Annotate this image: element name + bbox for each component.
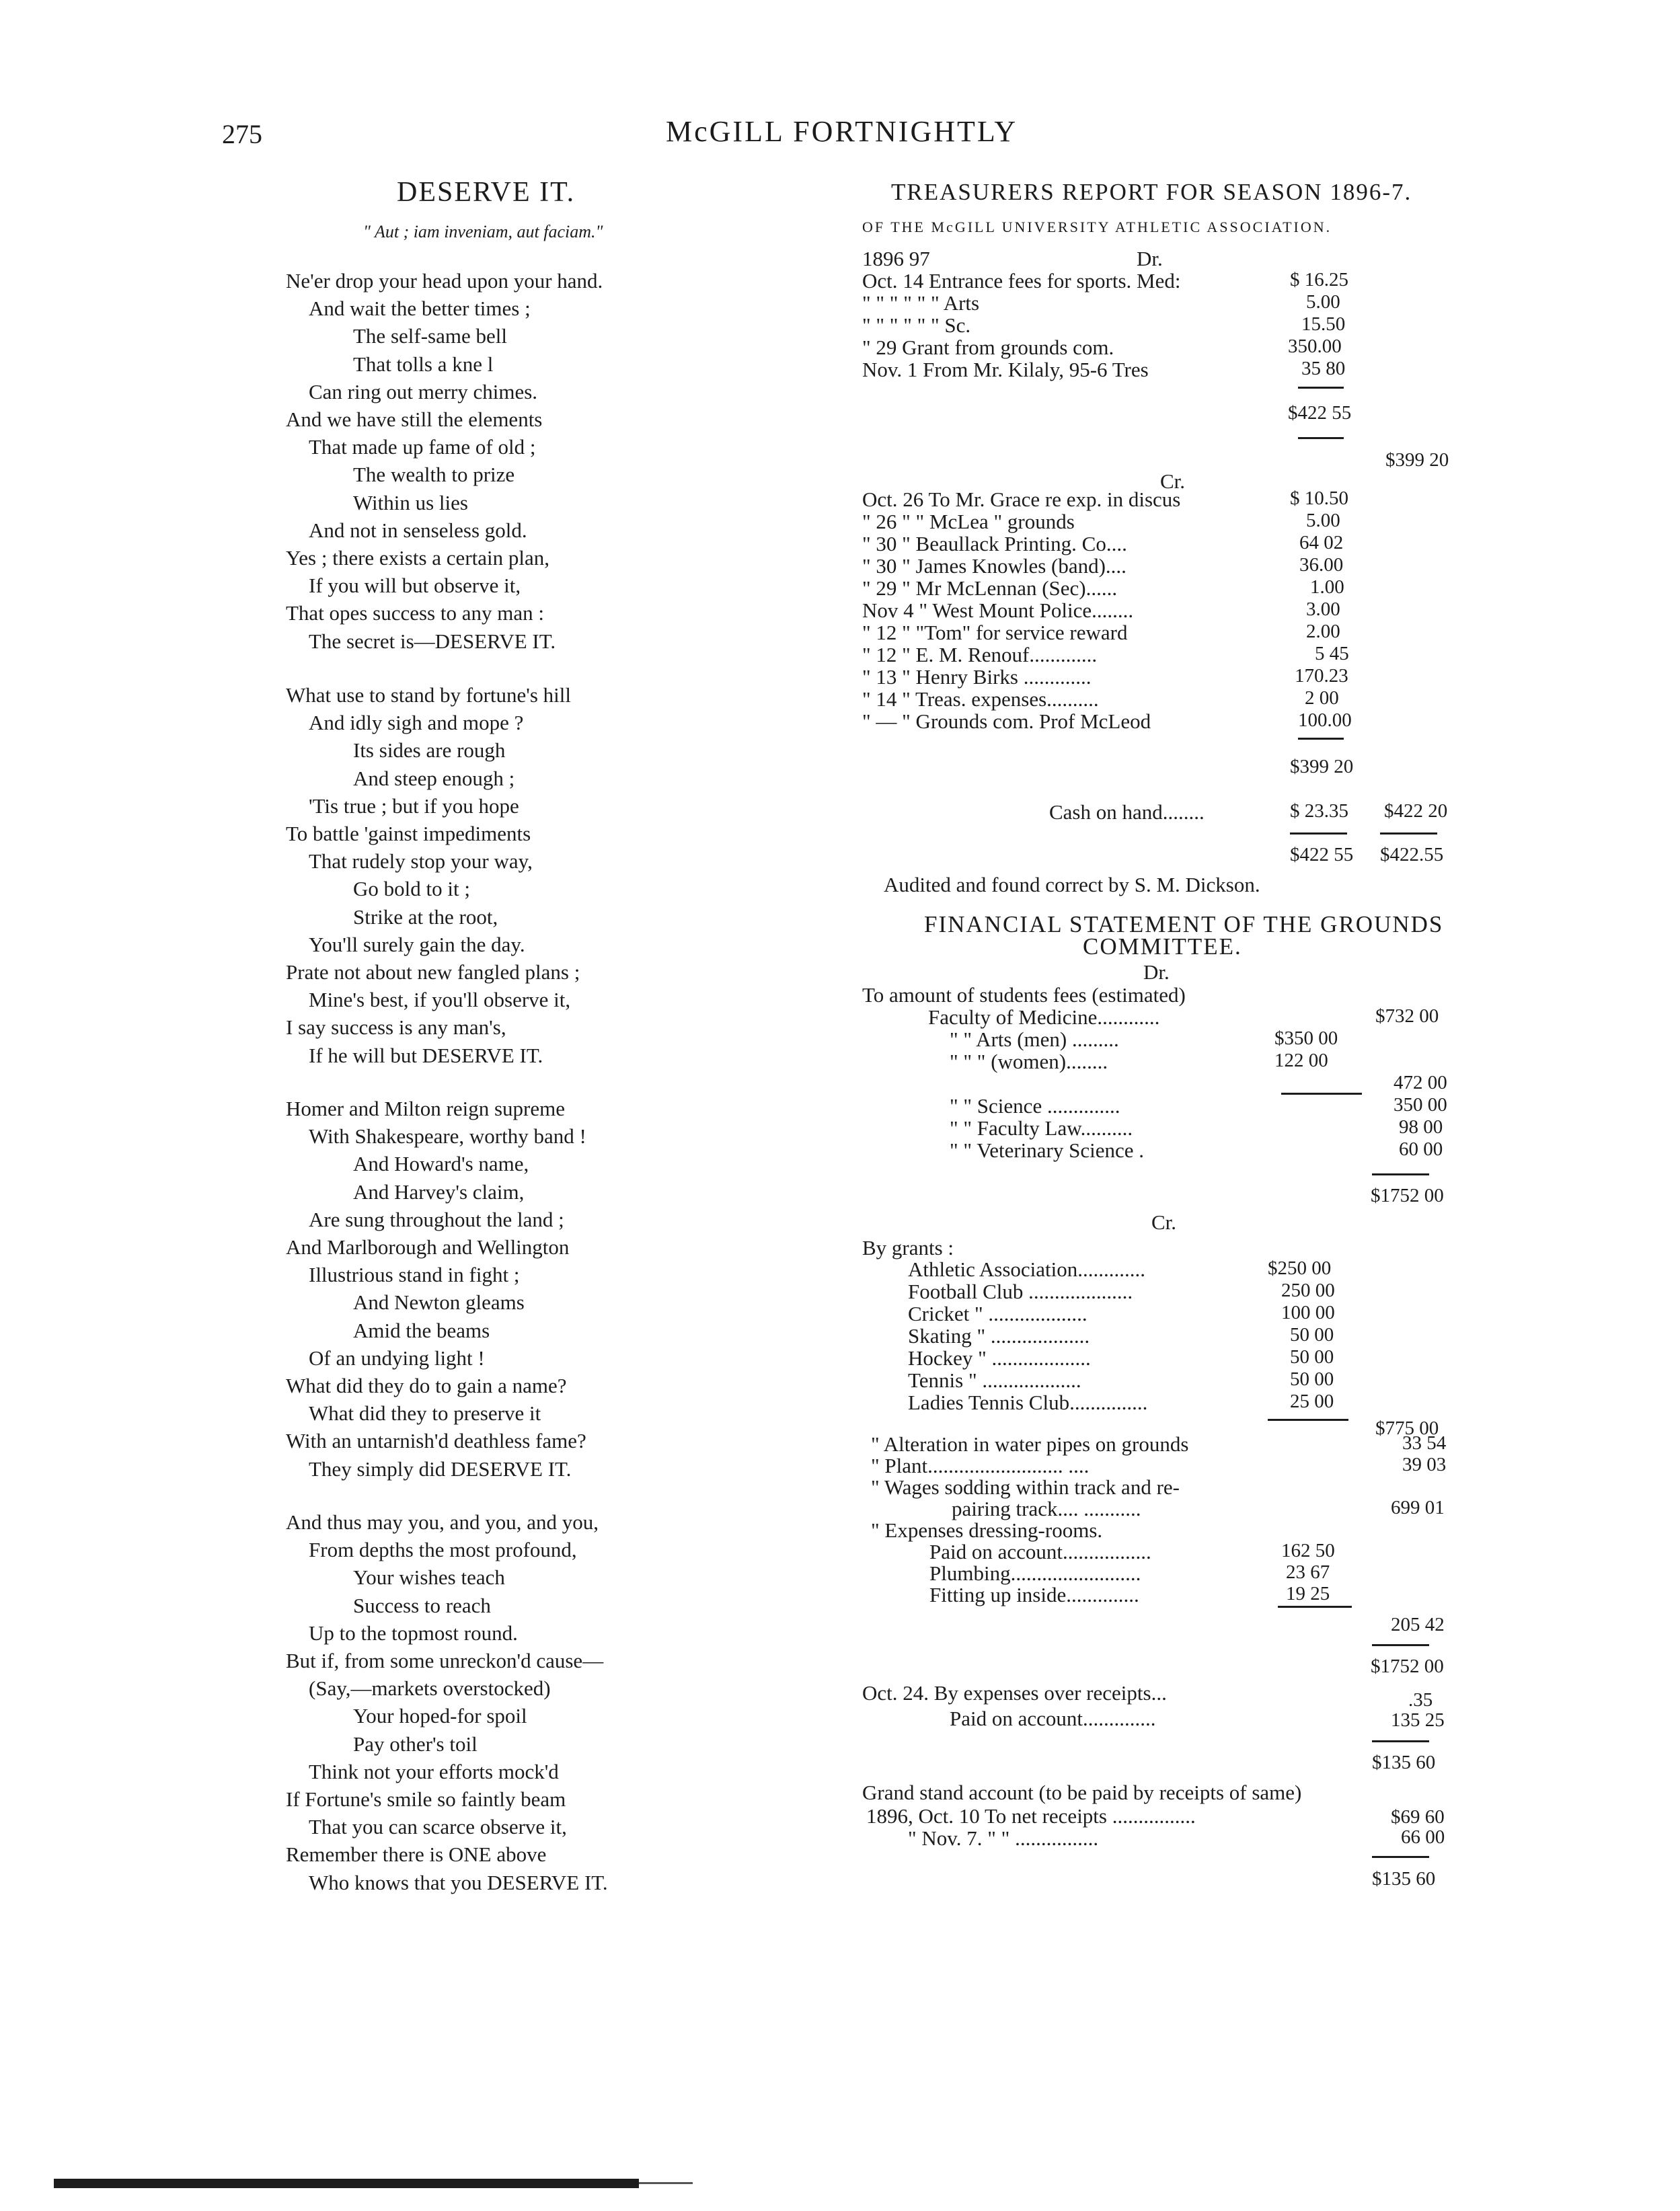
grounds-fee-subamount: 122 00 — [1274, 1050, 1328, 1071]
rule — [1268, 1419, 1348, 1421]
poem-line: Amid the beams — [353, 1319, 490, 1342]
poem-line: And Marlborough and Wellington — [286, 1235, 570, 1259]
poem-line: Go bold to it ; — [353, 877, 470, 900]
dressing-room-expense-text: Plumbing......................... — [929, 1561, 1141, 1585]
treasurer-cr-entry-text: " 26 " " McLea " grounds — [862, 510, 1075, 533]
grand-stand-amount2: 66 00 — [1401, 1826, 1445, 1848]
poem-line: I say success is any man's, — [286, 1015, 506, 1039]
rule — [1372, 1740, 1429, 1742]
treasurer-cr-entry-text: Oct. 26 To Mr. Grace re exp. in discus — [862, 488, 1181, 511]
poem-line: 'Tis true ; but if you hope — [309, 794, 519, 818]
grounds-title-line1: FINANCIAL STATEMENT OF THE GROUNDS — [924, 911, 1444, 937]
poem-line: The self-same bell — [353, 324, 507, 348]
rule — [1298, 437, 1344, 439]
grounds-fee-text: " " " (women)........ — [950, 1050, 1108, 1073]
rule — [1278, 1606, 1352, 1608]
treasurer-cr-entry-amount: 2 00 — [1305, 687, 1339, 709]
other-expense-text: " Expenses dressing-rooms. — [871, 1518, 1103, 1542]
poem-title: DESERVE IT. — [397, 177, 576, 208]
poem-line: And Newton gleams — [353, 1290, 525, 1314]
treasurer-side-figure: $399 20 — [1385, 449, 1449, 471]
poem-line: That made up fame of old ; — [309, 435, 536, 459]
dressing-room-expense-amount: 19 25 — [1286, 1583, 1330, 1604]
poem-line: Its sides are rough — [353, 738, 506, 762]
paid-on-account-amount: 135 25 — [1391, 1709, 1445, 1731]
treasurer-cr-entry-text: " — " Grounds com. Prof McLeod — [862, 709, 1151, 733]
rule — [1298, 387, 1344, 389]
poem-line: And we have still the elements — [286, 408, 543, 431]
grounds-fee-text: " " Arts (men) ......... — [950, 1027, 1119, 1051]
poem-line: If you will but observe it, — [309, 574, 521, 597]
other-expense-amount: 33 54 — [1402, 1432, 1447, 1454]
grounds-fee-amount: 350 00 — [1393, 1094, 1447, 1116]
poem-line: But if, from some unreckon'd cause— — [286, 1649, 604, 1672]
dressing-room-expense-text: Fitting up inside.............. — [929, 1583, 1139, 1606]
bottom-border-rule-tail — [639, 2182, 693, 2184]
poem-line: That opes success to any man : — [286, 601, 544, 625]
treasurer-dr-entry-amount: 350.00 — [1288, 336, 1342, 357]
treasurer-cr-entry-amount: 100.00 — [1298, 709, 1352, 731]
treasurer-dr-entry-text: " " " " " " Sc. — [862, 313, 971, 337]
poem-line: With Shakespeare, worthy band ! — [309, 1124, 586, 1148]
cash-on-hand-amount: $ 23.35 — [1290, 800, 1348, 822]
poem-line: You'll surely gain the day. — [309, 933, 525, 956]
treasurer-cr-entry-text: " 29 " Mr McLennan (Sec)...... — [862, 576, 1118, 600]
paid-total: $135 60 — [1372, 1752, 1436, 1773]
poem-line: The wealth to prize — [353, 463, 515, 486]
grounds-fee-amount: 472 00 — [1393, 1072, 1447, 1093]
poem-line: Remember there is ONE above — [286, 1842, 547, 1866]
cash-on-hand-label: Cash on hand........ — [1049, 800, 1205, 824]
poem-line: And Howard's name, — [353, 1152, 529, 1175]
grounds-fee-amount: $732 00 — [1375, 1005, 1439, 1027]
poem-line: What did they to preserve it — [309, 1401, 541, 1425]
grand-stand-amount1: $69 60 — [1391, 1806, 1445, 1828]
treasurer-dr-entry-text: Nov. 1 From Mr. Kilaly, 95-6 Tres — [862, 358, 1149, 381]
treasurer-cr-entry-text: Nov 4 " West Mount Police........ — [862, 598, 1134, 622]
grants-total: $775 00 — [1375, 1418, 1439, 1439]
poem-line: With an untarnish'd deathless fame? — [286, 1429, 586, 1452]
cash-total: $422 20 — [1384, 800, 1448, 822]
treasurer-cr-entry-amount: 2.00 — [1306, 621, 1340, 642]
poem-epigraph: " Aut ; iam inveniam, aut faciam." — [363, 222, 603, 241]
poem-line: What did they do to gain a name? — [286, 1374, 567, 1397]
poem-line: Success to reach — [353, 1594, 491, 1617]
oct-expenses-amount: .35 — [1408, 1689, 1433, 1711]
treasurer-dr-entry-text: Oct. 14 Entrance fees for sports. Med: — [862, 269, 1181, 293]
grand-stand-heading: Grand stand account (to be paid by receipts of same) — [862, 1781, 1302, 1804]
treasurer-cr-entry-text: " 14 " Treas. expenses.......... — [862, 687, 1099, 711]
poem-line: Up to the topmost round. — [309, 1621, 518, 1645]
rule — [1290, 832, 1347, 835]
poem-line: If Fortune's smile so faintly beam — [286, 1787, 566, 1811]
rule — [1372, 1644, 1429, 1646]
treasurer-cr-total: $399 20 — [1290, 756, 1354, 777]
other-expense-text: " Plant.......................... .... — [871, 1454, 1090, 1477]
rule — [1372, 1856, 1429, 1858]
poem-line: Homer and Milton reign supreme — [286, 1097, 565, 1120]
poem-line: That you can scarce observe it, — [309, 1815, 567, 1838]
poem-line: Are sung throughout the land ; — [309, 1208, 564, 1231]
treasurer-dr-entry-text: " 29 Grant from grounds com. — [862, 336, 1114, 359]
grounds-fee-text: " " Veterinary Science . — [950, 1138, 1144, 1162]
treasurer-cr-entry-amount: 64 02 — [1299, 532, 1344, 553]
grounds-cr-label: Cr. — [1151, 1210, 1177, 1234]
other-expense-text: " Alteration in water pipes on grounds — [871, 1432, 1189, 1456]
poem-line: Within us lies — [353, 491, 468, 514]
poem-line: Who knows that you DESERVE IT. — [309, 1871, 608, 1894]
treasurer-dr-entry-amount: 5.00 — [1306, 291, 1340, 313]
other-expense-text: pairing track.... ........... — [952, 1497, 1141, 1520]
grant-text: Cricket " ................... — [908, 1302, 1087, 1325]
poem-line: Prate not about new fangled plans ; — [286, 960, 580, 984]
other-expense-amount: 39 03 — [1402, 1454, 1447, 1475]
treasurer-cr-entry-text: " 13 " Henry Birks ............. — [862, 665, 1092, 689]
treasurer-cr-entry-text: " 12 " "Tom" for service reward — [862, 621, 1128, 644]
treasurer-dr-total: $422 55 — [1288, 402, 1352, 424]
treasurer-dr-entry-amount: $ 16.25 — [1290, 269, 1348, 290]
treasurer-dr-label: Dr. — [1137, 247, 1163, 270]
dressing-room-expense-text: Paid on account................. — [929, 1540, 1151, 1563]
grounds-fee-text: " " Faculty Law.......... — [950, 1116, 1133, 1140]
treasurer-cr-entry-amount: 36.00 — [1299, 554, 1344, 576]
treasurer-dr-entry-amount: 15.50 — [1301, 313, 1346, 335]
other-expense-amount: 699 01 — [1391, 1497, 1445, 1518]
grand-stand-total: $135 60 — [1372, 1868, 1436, 1890]
treasurer-cr-entry-amount: 1.00 — [1310, 576, 1344, 598]
poem-line: And steep enough ; — [353, 767, 515, 790]
grand-total-left: $422 55 — [1290, 844, 1354, 865]
audit-note: Audited and found correct by S. M. Dickson. — [884, 873, 1260, 896]
rule — [1380, 832, 1437, 835]
other-expense-text: " Wages sodding within track and re- — [871, 1475, 1180, 1499]
grant-amount: 50 00 — [1290, 1324, 1334, 1346]
grand-stand-line1: 1896, Oct. 10 To net receipts ................ — [866, 1804, 1196, 1828]
grounds-fee-amount: 98 00 — [1399, 1116, 1443, 1138]
grant-amount: 50 00 — [1290, 1346, 1334, 1368]
poem-line: From depths the most profound, — [309, 1538, 577, 1561]
grant-text: Tennis " ................... — [908, 1368, 1081, 1392]
grounds-dr-label: Dr. — [1143, 960, 1170, 984]
grant-amount: 50 00 — [1290, 1368, 1334, 1390]
poem-line: Of an undying light ! — [309, 1346, 485, 1370]
poem-line: If he will but DESERVE IT. — [309, 1044, 543, 1067]
grounds-title-line2: COMMITTEE. — [1083, 933, 1242, 960]
grant-text: Football Club .................... — [908, 1280, 1133, 1303]
treasurer-dr-entry-text: " " " " " " Arts — [862, 291, 980, 315]
poem-line: Strike at the root, — [353, 905, 498, 929]
dressing-room-expense-amount: 23 67 — [1286, 1561, 1330, 1583]
oct-expenses-line: Oct. 24. By expenses over receipts... — [862, 1681, 1167, 1705]
treasurer-cr-entry-amount: $ 10.50 — [1290, 488, 1348, 509]
treasurer-cr-entry-text: " 30 " James Knowles (band).... — [862, 554, 1127, 578]
poem-line: Yes ; there exists a certain plan, — [286, 546, 549, 570]
poem-line: Your wishes teach — [353, 1565, 505, 1589]
poem-line: And wait the better times ; — [309, 297, 531, 320]
poem-line: (Say,—markets overstocked) — [309, 1676, 551, 1700]
grounds-fee-text: Faculty of Medicine............ — [928, 1005, 1160, 1029]
poem-line: That tolls a kne l — [353, 352, 494, 376]
treasurer-report-subtitle: OF THE McGILL UNIVERSITY ATHLETIC ASSOCIATION. — [862, 219, 1332, 235]
poem-line: They simply did DESERVE IT. — [309, 1457, 572, 1481]
grant-text: Athletic Association............. — [908, 1257, 1146, 1281]
grant-amount: 25 00 — [1290, 1391, 1334, 1412]
grounds-fee-amount: 60 00 — [1399, 1138, 1443, 1160]
poem-line: Think not your efforts mock'd — [309, 1760, 559, 1783]
grounds-intro: To amount of students fees (estimated) — [862, 983, 1186, 1007]
poem-line: Ne'er drop your head upon your hand. — [286, 269, 603, 293]
grant-amount: 250 00 — [1281, 1280, 1335, 1301]
grant-text: Hockey " ................... — [908, 1346, 1091, 1370]
poem-line: Mine's best, if you'll observe it, — [309, 988, 571, 1011]
season-label: 1896 97 — [862, 247, 930, 270]
poem-line: Pay other's toil — [353, 1732, 478, 1756]
treasurer-cr-entry-text: " 12 " E. M. Renouf............. — [862, 643, 1098, 666]
grounds-fee-subamount: $350 00 — [1274, 1027, 1338, 1049]
poem-line: The secret is—DESERVE IT. — [309, 629, 556, 653]
grant-text: Ladies Tennis Club............... — [908, 1391, 1148, 1414]
grant-amount: $250 00 — [1268, 1257, 1332, 1279]
rule — [1281, 1093, 1362, 1095]
by-grants-label: By grants : — [862, 1236, 954, 1259]
treasurer-cr-label: Cr. — [1160, 469, 1186, 493]
poem-line: Your hoped-for spoil — [353, 1704, 527, 1728]
treasurer-cr-entry-amount: 170.23 — [1295, 665, 1348, 687]
poem-line: And Harvey's claim, — [353, 1180, 525, 1204]
page-number: 275 — [222, 119, 262, 149]
grounds-dr-total: $1752 00 — [1371, 1185, 1444, 1206]
poem-line: Illustrious stand in fight ; — [309, 1263, 520, 1286]
rooms-total: 205 42 — [1391, 1614, 1445, 1635]
treasurer-report-title: TREASURERS REPORT FOR SEASON 1896-7. — [891, 179, 1412, 205]
grand-total-right: $422.55 — [1380, 844, 1444, 865]
treasurer-dr-entry-amount: 35 80 — [1301, 358, 1346, 379]
rule — [1298, 738, 1344, 740]
treasurer-cr-entry-text: " 30 " Beaullack Printing. Co.... — [862, 532, 1127, 555]
grounds-fee-text: " " Science .............. — [950, 1094, 1120, 1118]
poem-line: Can ring out merry chimes. — [309, 380, 538, 403]
poem-line: That rudely stop your way, — [309, 849, 533, 873]
poem-line: What use to stand by fortune's hill — [286, 683, 572, 707]
running-head: McGILL FORTNIGHTLY — [666, 115, 1018, 148]
grant-amount: 100 00 — [1281, 1302, 1335, 1323]
grant-text: Skating " ................... — [908, 1324, 1090, 1348]
grounds-cr-total: $1752 00 — [1371, 1656, 1444, 1677]
bottom-border-rule — [54, 2179, 639, 2188]
treasurer-cr-entry-amount: 5 45 — [1315, 643, 1349, 664]
rule — [1372, 1173, 1429, 1175]
paid-on-account-line: Paid on account.............. — [950, 1707, 1156, 1730]
treasurer-cr-entry-amount: 3.00 — [1306, 598, 1340, 620]
treasurer-cr-entry-amount: 5.00 — [1306, 510, 1340, 531]
poem-line: And thus may you, and you, and you, — [286, 1510, 599, 1534]
dressing-room-expense-amount: 162 50 — [1281, 1540, 1335, 1561]
grand-stand-line2: " Nov. 7. " " ................ — [908, 1826, 1099, 1850]
poem-line: And not in senseless gold. — [309, 518, 527, 542]
poem-line: To battle 'gainst impediments — [286, 822, 531, 845]
poem-line: And idly sigh and mope ? — [309, 711, 524, 734]
